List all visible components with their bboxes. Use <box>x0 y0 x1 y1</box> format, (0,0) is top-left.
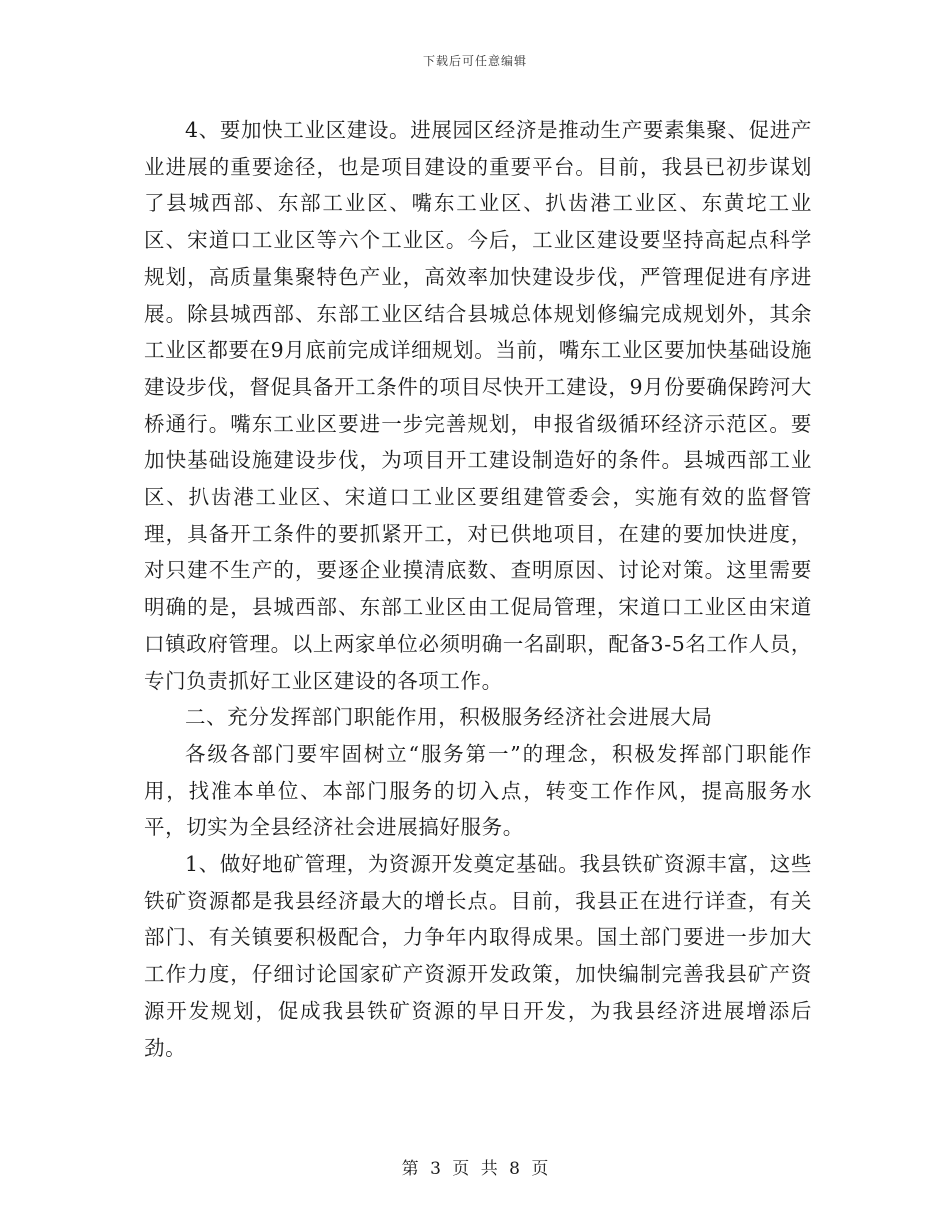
paragraph-service-first: 各级各部门要牢固树立“服务第一”的理念，积极发挥部门职能作用，找准本单位、本部门服务的切入点，转变工作作风，提高服务水平，切实为全县经济社会进展搞好服务。 <box>144 741 812 840</box>
footer-total-pages: 8 <box>509 1159 520 1179</box>
footer-page-word: 页 <box>452 1159 470 1179</box>
footer-suffix: 页 <box>531 1159 549 1179</box>
footer-total-word: 共 <box>480 1159 498 1179</box>
footer-current-page: 3 <box>430 1159 441 1179</box>
header-note: 下载后可任意编辑 <box>422 54 527 68</box>
paragraph-industrial-zones: 4、要加快工业区建设。进展园区经济是推动生产要素集聚、促进产业进展的重要途径，也是项目建设的重要平台。目前，我县已初步谋划了县城西部、东部工业区、嘴东工业区、扒齿港工业区、东黄坨工业区、宋道口工业区等六个工业区。今后，工业区建设要坚持高起点科学规划，高质量集聚特色产业，高效率加快建设步伐，严管理促进有序进展。除县城西部、东部工业区结合县城总体规划修编完成规划外，其余工业区都要在9月底前完成详细规划。当前，嘴东工业区要加快基础设施建设步伐，督促具备开工条件的项目尽快开工建设，9月份要确保跨河大桥通行。嘴东工业区要进一步完善规划，申报省级循环经济示范区。要加快基础设施建设步伐，为项目开工建设制造好的条件。县城西部工业区、扒齿港工业区、宋道口工业区要组建管委会，实施有效的监督管理，具备开工条件的要抓紧开工，对已供地项目，在建的要加快进度，对只建不生产的，要逐企业摸清底数、查明原因、讨论对策。这里需要明确的是，县城西部、东部工业区由工促局管理，宋道口工业区由宋道口镇政府管理。以上两家单位必须明确一名副职，配备3-5名工作人员，专门负责抓好工业区建设的各项工作。 <box>144 118 812 693</box>
paragraph-mineral-management: 1、做好地矿管理，为资源开发奠定基础。我县铁矿资源丰富，这些铁矿资源都是我县经济最大的增长点。目前，我县正在进行详查，有关部门、有关镇要积极配合，力争年内取得成果。国土部门要进一步加大工作力度，仔细讨论国家矿产资源开发政策，加快编制完善我县矿产资源开发规划，促成我县铁矿资源的早日开发，为我县经济进展增添后劲。 <box>144 852 812 1060</box>
document-body <box>144 112 812 1066</box>
footer-prefix: 第 <box>401 1159 419 1179</box>
page-number-footer <box>0 1154 950 1179</box>
section-heading-two: 二、充分发挥部门职能作用，积极服务经济社会进展大局 <box>185 705 713 730</box>
